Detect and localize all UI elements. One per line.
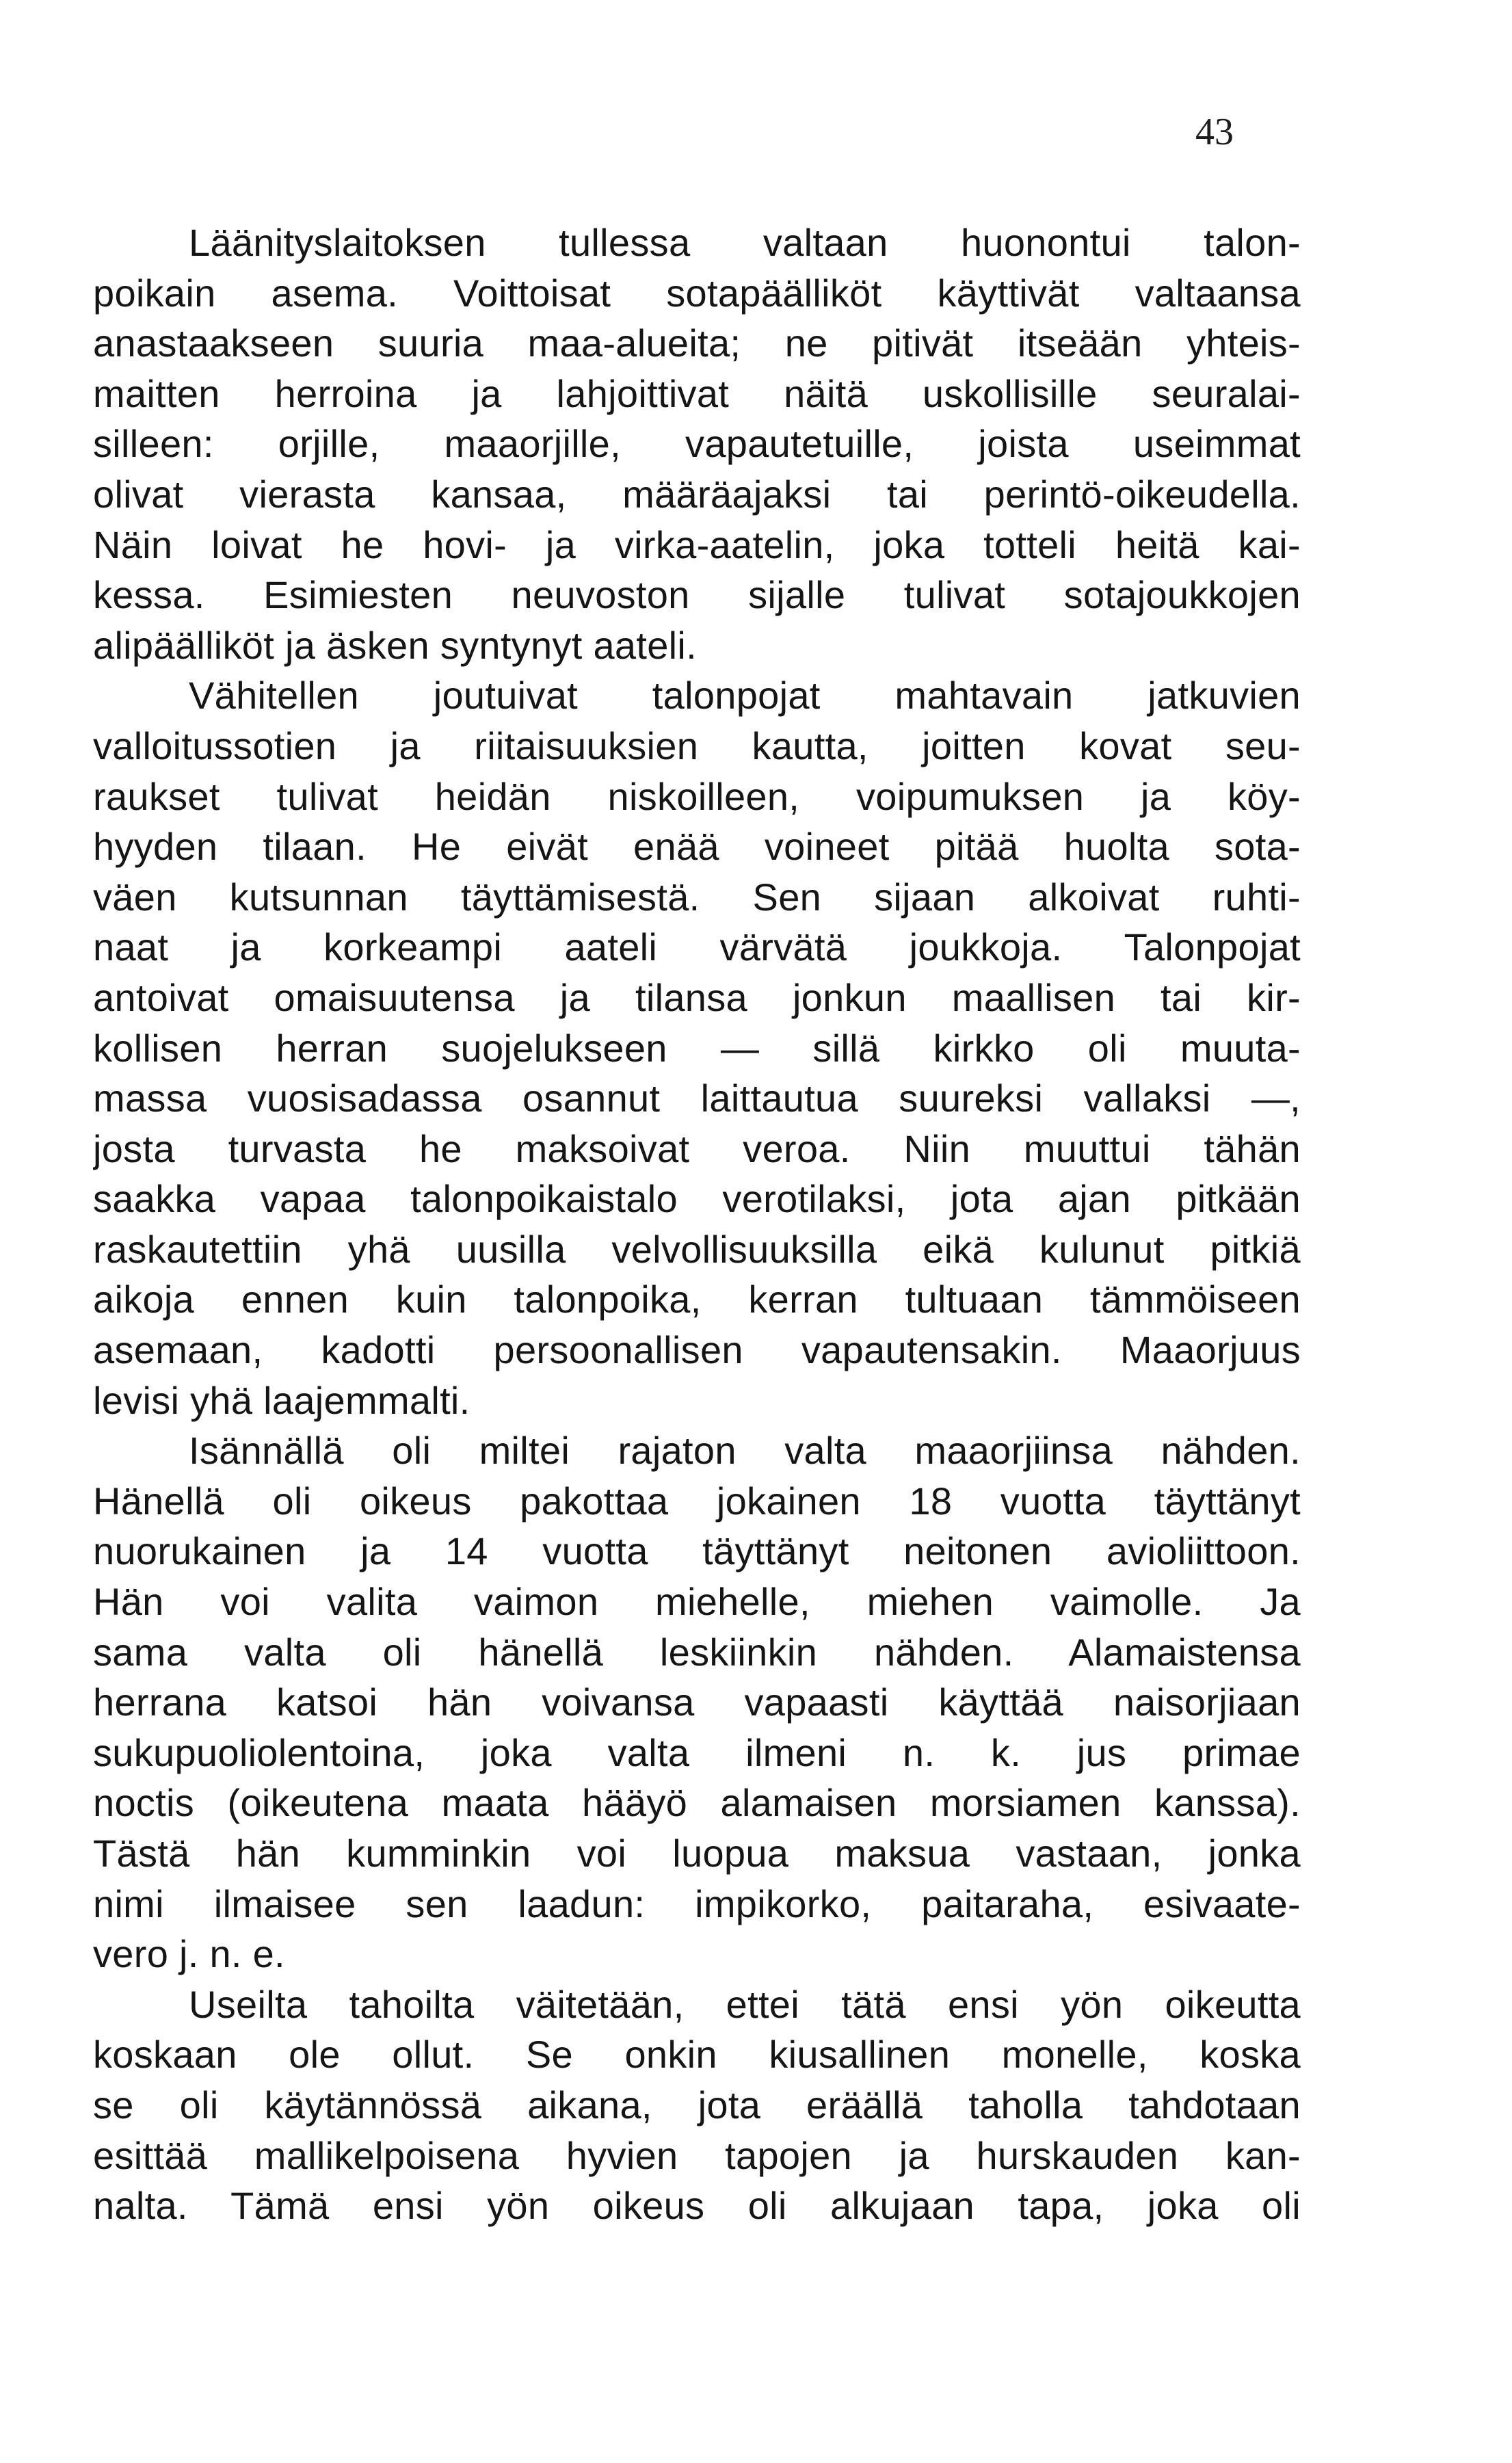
- text-line: esittää mallikelpoisena hyvien tapojen ja hurskauden kan-: [93, 2133, 1301, 2177]
- text-line: kessa. Esimiesten neuvoston sijalle tulivat sotajoukkojen: [93, 573, 1301, 617]
- text-line: sama valta oli hänellä leskiinkin nähden. Alamaistensa: [93, 1630, 1301, 1674]
- text-line: nimi ilmaisee sen laadun: impikorko, paitaraha, esivaate-: [93, 1882, 1301, 1925]
- text-line: nalta. Tämä ensi yön oikeus oli alkujaan tapa, joka oli: [93, 2184, 1301, 2228]
- text-line: asemaan, kadotti persoonallisen vapautensakin. Maaorjuus: [93, 1328, 1301, 1372]
- text-line: Hänellä oli oikeus pakottaa jokainen 18 vuotta täyttänyt: [93, 1479, 1301, 1523]
- text-line: naat ja korkeampi aateli värvätä joukkoja. Talonpojat: [93, 925, 1301, 969]
- text-line: silleen: orjille, maaorjille, vapautetuille, joista useimmat: [93, 422, 1301, 466]
- body-text: [93, 218, 1301, 2231]
- text-line: koskaan ole ollut. Se onkin kiusallinen monelle, koska: [93, 2033, 1301, 2077]
- text-line: nuorukainen ja 14 vuotta täyttänyt neitonen avioliittoon.: [93, 1529, 1301, 1573]
- text-line: raukset tulivat heidän niskoilleen, voipumuksen ja köy-: [93, 774, 1301, 818]
- text-line: poikain asema. Voittoisat sotapäälliköt käyttivät valtaansa: [93, 271, 1301, 315]
- text-line: Tästä hän kumminkin voi luopua maksua vastaan, jonka: [93, 1832, 1301, 1875]
- text-line: alipäälliköt ja äsken syntynyt aateli.: [93, 623, 697, 667]
- text-line: valloitussotien ja riitaisuuksien kautta, joitten kovat seu-: [93, 724, 1301, 767]
- text-line: noctis (oikeutena maata hääyö alamaisen morsiamen kanssa).: [93, 1781, 1301, 1825]
- text-line: raskautettiin yhä uusilla velvollisuuksilla eikä kulunut pitkiä: [93, 1227, 1301, 1271]
- text-line: josta turvasta he maksoivat veroa. Niin muuttui tähän: [93, 1127, 1301, 1170]
- text-line: Hän voi valita vaimon miehelle, miehen vaimolle. Ja: [93, 1580, 1301, 1624]
- text-line: antoivat omaisuutensa ja tilansa jonkun maallisen tai kir-: [93, 975, 1301, 1019]
- text-line: hyyden tilaan. He eivät enää voineet pitää huolta sota-: [93, 825, 1301, 869]
- text-line: massa vuosisadassa osannut laittautua suureksi vallaksi —,: [93, 1077, 1301, 1120]
- text-line: sukupuoliolentoina, joka valta ilmeni n. k. jus primae: [93, 1730, 1301, 1774]
- text-line: saakka vapaa talonpoikaistalo verotilaksi, jota ajan pitkään: [93, 1177, 1301, 1221]
- text-line: se oli käytännössä aikana, jota eräällä taholla tahdotaan: [93, 2083, 1301, 2126]
- text-line: Läänityslaitoksen tullessa valtaan huonontui talon-: [189, 221, 1301, 264]
- text-line: maitten herroina ja lahjoittivat näitä uskollisille seuralai-: [93, 371, 1301, 415]
- text-line: Useilta tahoilta väitetään, ettei tätä ensi yön oikeutta: [189, 1982, 1301, 2026]
- text-line: aikoja ennen kuin talonpoika, kerran tultuaan tämmöiseen: [93, 1278, 1301, 1321]
- page-number: 43: [1195, 111, 1234, 153]
- text-line: levisi yhä laajemmalti.: [93, 1378, 470, 1422]
- text-line: herrana katsoi hän voivansa vapaasti käyttää naisorjiaan: [93, 1681, 1301, 1724]
- text-line: väen kutsunnan täyttämisestä. Sen sijaan alkoivat ruhti-: [93, 875, 1301, 919]
- text-line: anastaakseen suuria maa-alueita; ne pitivät itseään yhteis-: [93, 321, 1301, 365]
- text-line: Vähitellen joutuivat talonpojat mahtavain jatkuvien: [189, 674, 1301, 717]
- text-line: Isännällä oli miltei rajaton valta maaorjiinsa nähden.: [189, 1429, 1301, 1473]
- text-line: vero j. n. e.: [93, 1932, 285, 1976]
- text-line: kollisen herran suojelukseen — sillä kirkko oli muuta-: [93, 1026, 1301, 1070]
- text-line: olivat vierasta kansaa, määräajaksi tai perintö-oikeudella.: [93, 472, 1301, 516]
- text-line: Näin loivat he hovi- ja virka-aatelin, joka totteli heitä kai-: [93, 523, 1301, 566]
